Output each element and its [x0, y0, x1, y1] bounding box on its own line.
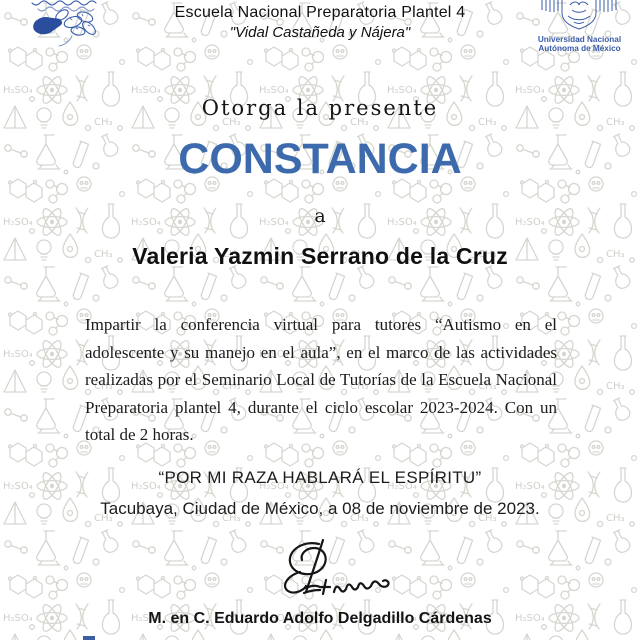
school-motto-name: "Vidal Castañeda y Nájera": [229, 24, 411, 41]
intro-line: Otorga la presente: [201, 96, 439, 120]
place-and-date: Tacubaya, Ciudad de México, a 08 de noviembre de 2023.: [100, 499, 540, 518]
signer-name: M. en C. Eduardo Adolfo Delgadillo Cárdenas: [148, 610, 492, 627]
recipient-name: Valeria Yazmin Serrano de la Cruz: [132, 243, 508, 269]
unam-text-line1: Universidad Nacional: [537, 35, 622, 44]
unam-text-line2: Autónoma de México: [538, 44, 621, 53]
preposition-a: a: [314, 205, 326, 227]
school-name: Escuela Nacional Preparatoria Plantel 4: [174, 4, 466, 21]
cutoff-blue-fragment: [83, 636, 95, 640]
certificate-body-paragraph: Impartir la conferencia virtual para tutores “Autismo en el adolescente y su manejo en el aula”, en el marco de las actividades realizadas por el Seminario Local de Tutorías de la Escuela Nacional Preparatoria plantel 4, durante el ciclo escolar 2023-2024. Con un total de 2 horas.: [85, 315, 557, 444]
handwritten-signature-icon: [256, 536, 396, 604]
unam-motto: “POR MI RAZA HABLARÁ EL ESPÍRITU”: [158, 468, 482, 487]
certificate-title: CONSTANCIA: [178, 135, 462, 183]
